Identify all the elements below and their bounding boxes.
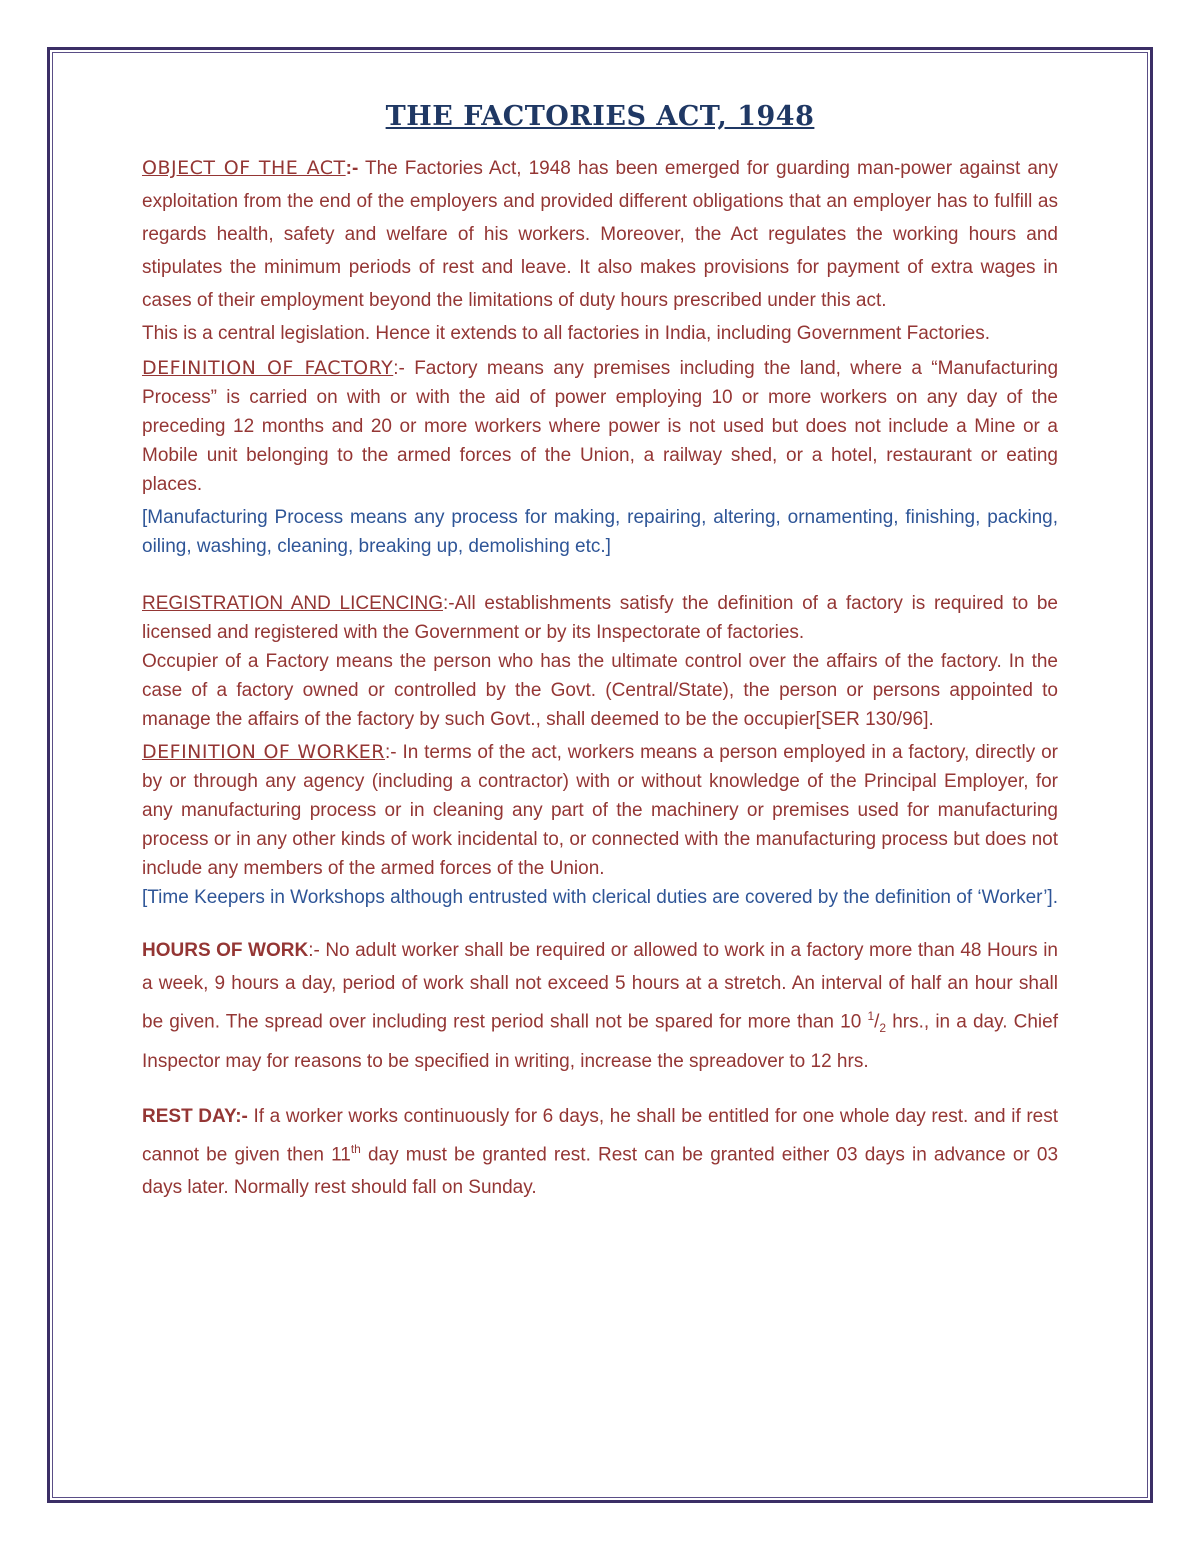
registration-heading: REGISTRATION AND LICENCING xyxy=(142,593,443,614)
hours-heading: HOURS OF WORK xyxy=(142,940,309,961)
object-text: The Factories Act, 1948 has been emerged for guarding man-power against any exploitation from the end of the employers and provided different obligations that an employer has to fulfill as regards health, safety and welfare of his workers. Moreover, the Act regulates the working hours and stipulates the minimum periods of rest and leave. It also makes provisions for payment of extra wages in cases of their employment beyond the limitations of duty hours prescribed under this act. xyxy=(142,158,1058,311)
factory-text: Factory means any premises including the land, where a “Manufacturing Process” is carried on with or with the aid of power employing 10 or more workers on any day of the preceding 12 months and 20 or more workers where power is not used but does not include a Mine or a Mobile unit belonging to the armed forces of the Union, a railway shed, or a hotel, restaurant or eating places. xyxy=(142,358,1059,495)
rest-text-b: day must be granted rest. Rest can be granted either 03 days in advance or 03 days later. Normally rest should fall on Sunday. xyxy=(142,1144,1059,1199)
registration-section xyxy=(142,589,1058,647)
object-heading: OBJECT OF THE ACT xyxy=(142,157,346,179)
object-section xyxy=(142,152,1058,317)
factory-heading: DEFINITION OF FACTORY xyxy=(142,357,394,379)
time-keepers-note: [Time Keepers in Workshops although entrusted with clerical duties are covered by the definition of ‘Worker’]. xyxy=(142,887,1058,908)
worker-section xyxy=(142,738,1058,883)
factory-separator: :- xyxy=(393,358,415,379)
rest-section xyxy=(142,1100,1058,1204)
fraction-slash: / xyxy=(874,1011,880,1033)
registration-separator: :- xyxy=(442,593,455,614)
occupier-text: Occupier of a Factory means the person who has the ultimate control over the affairs of the factory. In the case of a factory owned or controlled by the Govt. (Central/State), the person or persons appointed to manage the affairs of the factory by such Govt., shall deemed to be the occupier[SER 130/96]. xyxy=(142,651,1058,730)
rest-text-a: If a worker works continuously for 6 days, he shall be entitled for one whole day rest. and if rest cannot be given then 11 xyxy=(142,1106,1058,1166)
worker-heading: DEFINITION OF WORKER xyxy=(142,741,386,763)
hours-separator: :- xyxy=(308,940,326,961)
hours-text-a: No adult worker shall be required or allowed to work in a factory more than 48 Hours in a week, 9 hours a day, period of work shall not exceed 5 hours at a stretch. An interval of half an hour shall be given. The spread over including rest period shall not be spared for more than 10 xyxy=(142,940,1058,1033)
rest-superscript: th xyxy=(350,1142,361,1157)
fraction-denominator: 2 xyxy=(879,1021,887,1036)
hours-section xyxy=(142,934,1058,1078)
factory-section xyxy=(142,354,1058,499)
registration-text: All establishments satisfy the definition of a factory is required to be licensed and registered with the Government or by its Inspectorate of factories. xyxy=(142,593,1058,643)
worker-separator: :- xyxy=(385,742,403,763)
document-title: THE FACTORIES ACT, 1948 xyxy=(385,101,815,132)
worker-text: In terms of the act, workers means a person employed in a factory, directly or by or through any agency (including a contractor) with or without knowledge of the Principal Employer, for any manufacturing process or in cleaning any part of the machinery or premises used for manufacturing process or in any other kinds of work incidental to, or connected with the manufacturing process but does not include any members of the armed forces of the Union. xyxy=(142,742,1058,879)
object-text-2: This is a central legislation. Hence it extends to all factories in India, including Government Factories. xyxy=(142,323,991,344)
rest-heading: REST DAY:- xyxy=(142,1106,248,1128)
document-body xyxy=(142,98,1058,1204)
fraction-numerator: 1 xyxy=(867,1009,875,1023)
manufacturing-process-note: [Manufacturing Process means any process for making, repairing, altering, ornamenting, finishing, packing, oiling, washing, cleaning, breaking up, demolishing etc.] xyxy=(142,507,1058,557)
object-separator: :- xyxy=(345,158,359,179)
hours-text-b: hrs., in a day. Chief Inspector may for reasons to be specified in writing, increase the spreadover to 12 hrs. xyxy=(142,1011,1058,1073)
